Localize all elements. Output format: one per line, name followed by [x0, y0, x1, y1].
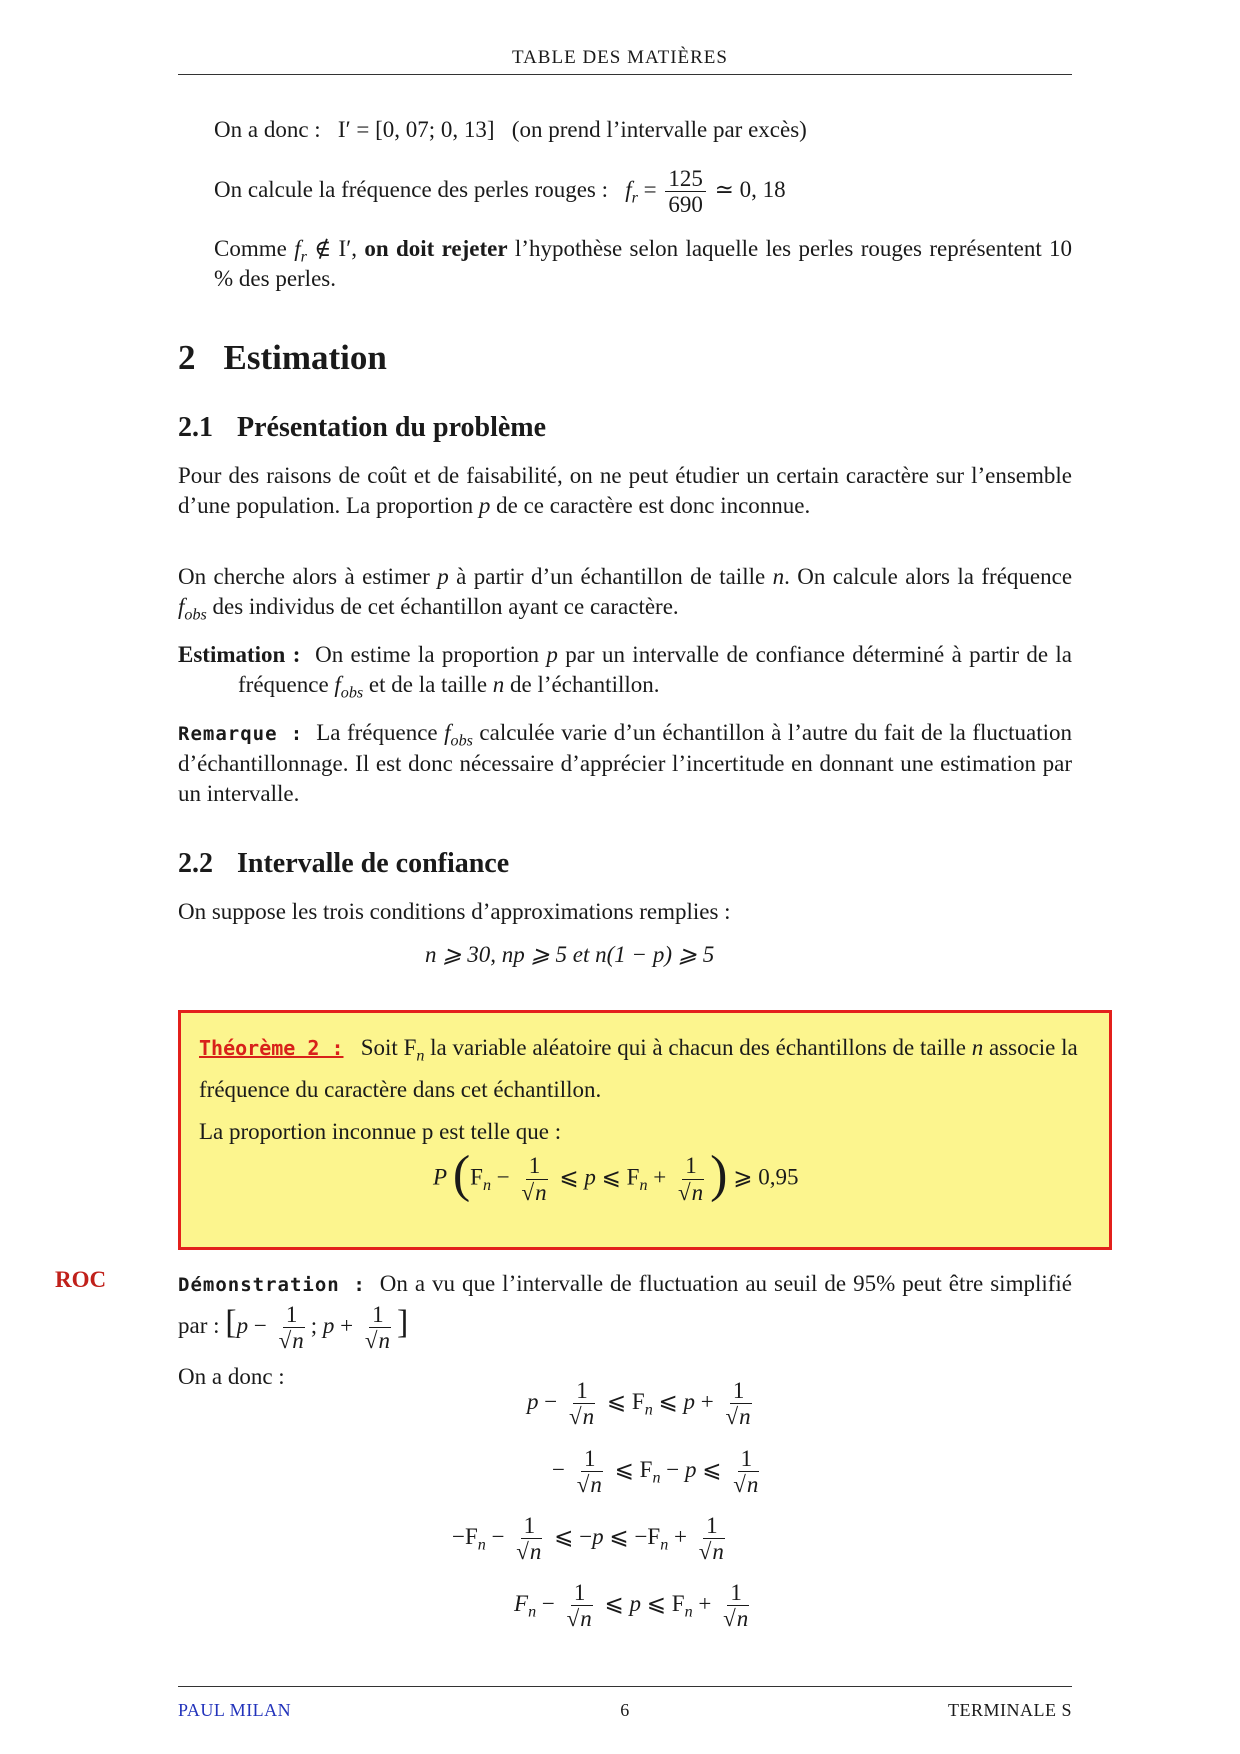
- frequency-fraction: $\frac{125}{690}$: [665, 166, 706, 218]
- paragraph-estimate: On cherche alors à estimer p à partir d’un échantillon de taille n. On calcule alors la fréquence $f_{obs}$ des individus de cet échantillon ayant ce caractère.: [178, 564, 1073, 624]
- conclusion-line-2: On calcule la fréquence des perles rouges : $f_r$ = $\frac{125}{690}$ ≃ 0, 18: [214, 166, 786, 218]
- remark-paragraph: Remarque : La fréquence $f_{obs}$ calculée varie d’un échantillon à l’autre du fait de la fluctuation d’échantillonnage. Il est donc nécessaire d’apprécier l’incertitude en donnant une estimation par un intervalle.: [178, 720, 1073, 806]
- paragraph-problem: Pour des raisons de coût et de faisabilité, on ne peut étudier un certain caractère sur l’ensemble d’une population. La proportion p de ce caractère est donc inconnue.: [178, 463, 1072, 518]
- subsection-heading-2-1: 2.1 Présentation du problème: [178, 412, 547, 443]
- footer-class: TERMINALE S: [948, 1700, 1072, 1720]
- roc-tag: ROC: [55, 1267, 107, 1292]
- running-header: TABLE DES MATIÈRES: [512, 47, 728, 68]
- theorem-content: [199, 1027, 1091, 1153]
- page-number: 6: [620, 1700, 630, 1720]
- theorem-statement: Théorème 2 : Soit $F_n$ la variable aléatoire qui à chacun des échantillons de taille n associe la fréquence du caractère dans cet échantillon.: [199, 1035, 1078, 1102]
- header-rule: [178, 74, 1072, 75]
- definition-estimation: Estimation : On estime la proportion p par un intervalle de confiance déterminé à partir de la fréquence $f_{obs}$ et de la taille n de l’échantillon.: [178, 642, 1073, 702]
- theorem-label: Théorème 2 :: [199, 1036, 344, 1060]
- derivation-line-4: $F_n$ − $\frac{1}{√n}$ ⩽ p ⩽ $F_n$ + $\frac{1}{√n}$: [514, 1580, 749, 1632]
- derivation-line-2: − $\frac{1}{√n}$ ⩽ $F_n - p$ ⩽ $\frac{1}{√n}$: [552, 1446, 759, 1498]
- conclusion-line-3: Comme $f_r$ ∉ I′, on doit rejeter l’hypothèse selon laquelle les perles rouges représentent 10 % des perles.: [214, 236, 1073, 291]
- theorem-box: [178, 1010, 1112, 1250]
- theorem-formula: P ($F_n$ − $\frac{1}{√n}$ ⩽ p ⩽ $F_n$ + $\frac{1}{√n}$ ) ⩾ 0,95: [433, 1146, 799, 1205]
- footer-rule: [178, 1686, 1072, 1687]
- demonstration-paragraph: Démonstration : On a vu que l’intervalle de fluctuation au seuil de 95% peut être simplifié par : [p − $\frac{1}{√n}$ ; p + $\frac{1}{√n}$ ]: [178, 1271, 1073, 1354]
- theorem-line-2: La proportion inconnue p est telle que :: [199, 1119, 562, 1144]
- section-heading: 2 Estimation: [178, 338, 387, 377]
- interval-value: I′ = [0, 07; 0, 13]: [337, 117, 495, 142]
- subsection-heading-2-2: 2.2 Intervalle de confiance: [178, 848, 510, 879]
- derivation-line-3: $-F_n$ − $\frac{1}{√n}$ ⩽ −p ⩽ $-F_n$ + $\frac{1}{√n}$: [452, 1513, 724, 1565]
- derivation-line-1: p − $\frac{1}{√n}$ ⩽ $F_n$ ⩽ p + $\frac{1}{√n}$: [527, 1378, 751, 1430]
- footer-author: PAUL MILAN: [178, 1700, 292, 1720]
- conclusion-line-1: On a donc : I′ = [0, 07; 0, 13] (on prend l’intervalle par excès): [214, 117, 807, 142]
- paragraph-conditions-intro: On suppose les trois conditions d’approximations remplies :: [178, 899, 731, 924]
- conditions-formula: n ⩾ 30, np ⩾ 5 et n(1 − p) ⩾ 5: [425, 942, 715, 967]
- demonstration-therefore: On a donc :: [178, 1364, 285, 1389]
- remark-label: Remarque :: [178, 723, 304, 745]
- demonstration-label: Démonstration :: [178, 1274, 366, 1296]
